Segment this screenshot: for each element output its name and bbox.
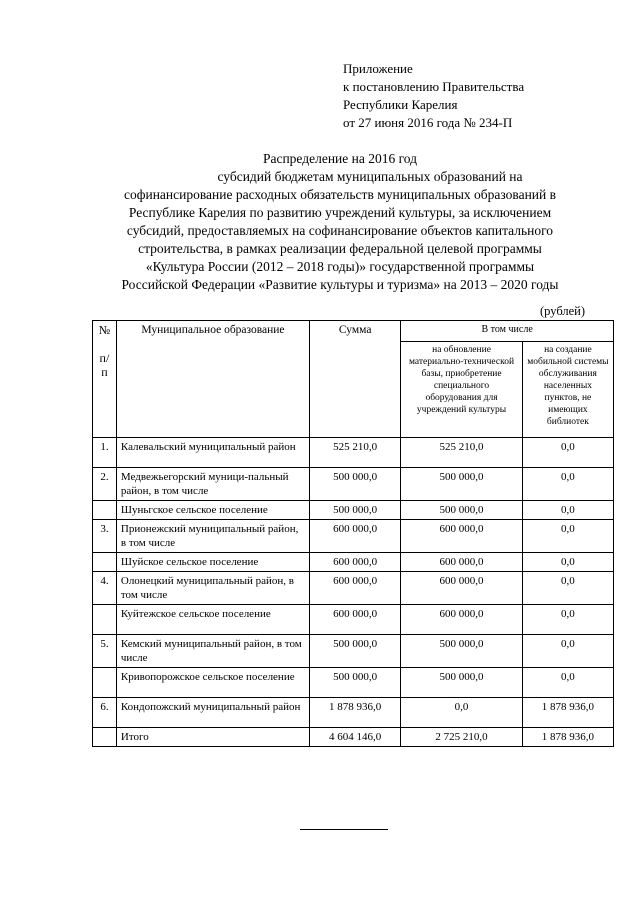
- row-sum: 600 000,0: [310, 553, 401, 572]
- title-line: софинансирование расходных обязательств муниципальных образований в: [123, 187, 557, 202]
- table-header-row: [93, 321, 614, 342]
- title-line: Республике Карелия по развитию учреждений культуры, за исключением: [128, 205, 552, 220]
- row-equipment: 0,0: [401, 698, 523, 728]
- row-num: 4.: [93, 572, 117, 605]
- appendix-line: к постановлению Правительства: [343, 79, 525, 94]
- row-name: Кондопожский муниципальный район: [116, 698, 309, 728]
- row-num: 6.: [93, 698, 117, 728]
- table-row: [93, 668, 614, 698]
- row-name: Итого: [116, 728, 309, 747]
- table-row: [93, 635, 614, 668]
- row-num: 3.: [93, 520, 117, 553]
- row-equipment: 600 000,0: [401, 572, 523, 605]
- appendix-block: [343, 60, 524, 132]
- row-mobile: 0,0: [522, 468, 613, 501]
- row-equipment: 600 000,0: [401, 553, 523, 572]
- appendix-line: Приложение: [343, 61, 413, 76]
- row-mobile: 0,0: [522, 438, 613, 468]
- document-title: [80, 150, 600, 294]
- row-name: Шуньгское сельское поселение: [116, 501, 309, 520]
- row-mobile: 0,0: [522, 605, 613, 635]
- header-sub-mobile: на создание мобильной системы обслуживания населенных пунктов, не имеющих библиотек: [522, 342, 613, 438]
- row-sum: 500 000,0: [310, 501, 401, 520]
- row-mobile: 0,0: [522, 635, 613, 668]
- row-equipment: 525 210,0: [401, 438, 523, 468]
- table-row: [93, 501, 614, 520]
- units-label: (рублей): [540, 304, 586, 318]
- row-name: Олонецкий муниципальный район, в том числе: [116, 572, 309, 605]
- row-sum: 500 000,0: [310, 668, 401, 698]
- row-equipment: 600 000,0: [401, 520, 523, 553]
- table-row: [93, 605, 614, 635]
- table-row: [93, 553, 614, 572]
- row-mobile: 0,0: [522, 553, 613, 572]
- row-equipment: 500 000,0: [401, 501, 523, 520]
- row-num: [93, 501, 117, 520]
- row-name: Кемский муниципальный район, в том числе: [116, 635, 309, 668]
- header-sub-equipment: на обновление материально-технической базы, приобретение специального оборудования для учреждений культуры: [401, 342, 523, 438]
- row-mobile: 0,0: [522, 501, 613, 520]
- row-num: [93, 728, 117, 747]
- row-mobile: 0,0: [522, 520, 613, 553]
- row-mobile: 1 878 936,0: [522, 728, 613, 747]
- row-num: [93, 605, 117, 635]
- title-line: Распределение на 2016 год: [262, 151, 418, 166]
- row-mobile: 0,0: [522, 668, 613, 698]
- row-sum: 600 000,0: [310, 520, 401, 553]
- row-sum: 500 000,0: [310, 635, 401, 668]
- header-including: В том числе: [401, 321, 614, 342]
- title-line: строительства, в рамках реализации федеральной целевой программы: [138, 241, 542, 256]
- row-equipment: 500 000,0: [401, 668, 523, 698]
- title-line: «Культура России (2012 – 2018 годы)» государственной программы: [145, 259, 535, 274]
- row-equipment: 500 000,0: [401, 635, 523, 668]
- row-num: [93, 668, 117, 698]
- distribution-table: [92, 320, 614, 747]
- table-total-row: [93, 728, 614, 747]
- row-name: Медвежьегорский муници-пальный район, в том числе: [116, 468, 309, 501]
- title-line: Российской Федерации «Развитие культуры и туризма» на 2013 – 2020 годы: [121, 277, 559, 292]
- row-sum: 600 000,0: [310, 572, 401, 605]
- row-name: Куйтежское сельское поселение: [116, 605, 309, 635]
- appendix-line: от 27 июня 2016 года № 234-П: [343, 115, 513, 130]
- row-name: Прионежский муниципальный район, в том числе: [116, 520, 309, 553]
- header-num-label: №: [98, 323, 111, 337]
- row-name: Кривопорожское сельское поселение: [116, 668, 309, 698]
- row-num: 2.: [93, 468, 117, 501]
- row-name: Шуйское сельское поселение: [116, 553, 309, 572]
- row-equipment: 2 725 210,0: [401, 728, 523, 747]
- table-row: [93, 438, 614, 468]
- row-sum: 4 604 146,0: [310, 728, 401, 747]
- row-sum: 600 000,0: [310, 605, 401, 635]
- table-row: [93, 572, 614, 605]
- row-mobile: 1 878 936,0: [522, 698, 613, 728]
- row-equipment: 600 000,0: [401, 605, 523, 635]
- row-num: [93, 553, 117, 572]
- row-mobile: 0,0: [522, 572, 613, 605]
- row-sum: 500 000,0: [310, 468, 401, 501]
- row-sum: 1 878 936,0: [310, 698, 401, 728]
- row-sum: 525 210,0: [310, 438, 401, 468]
- title-line: субсидий, предоставляемых на софинансирование объектов капитального: [126, 223, 554, 238]
- appendix-line: Республики Карелия: [343, 97, 458, 112]
- header-num-sub: п/п: [99, 351, 110, 379]
- header-num: [93, 321, 117, 438]
- header-sum: Сумма: [310, 321, 401, 438]
- row-num: 1.: [93, 438, 117, 468]
- row-equipment: 500 000,0: [401, 468, 523, 501]
- table-row: [93, 520, 614, 553]
- row-name: Калевальский муниципальный район: [116, 438, 309, 468]
- table-row: [93, 698, 614, 728]
- row-num: 5.: [93, 635, 117, 668]
- footer-rule: [300, 829, 388, 830]
- title-line: субсидий бюджетам муниципальных образований на: [217, 169, 523, 184]
- header-municipality: Муниципальное образование: [116, 321, 309, 438]
- table-row: [93, 468, 614, 501]
